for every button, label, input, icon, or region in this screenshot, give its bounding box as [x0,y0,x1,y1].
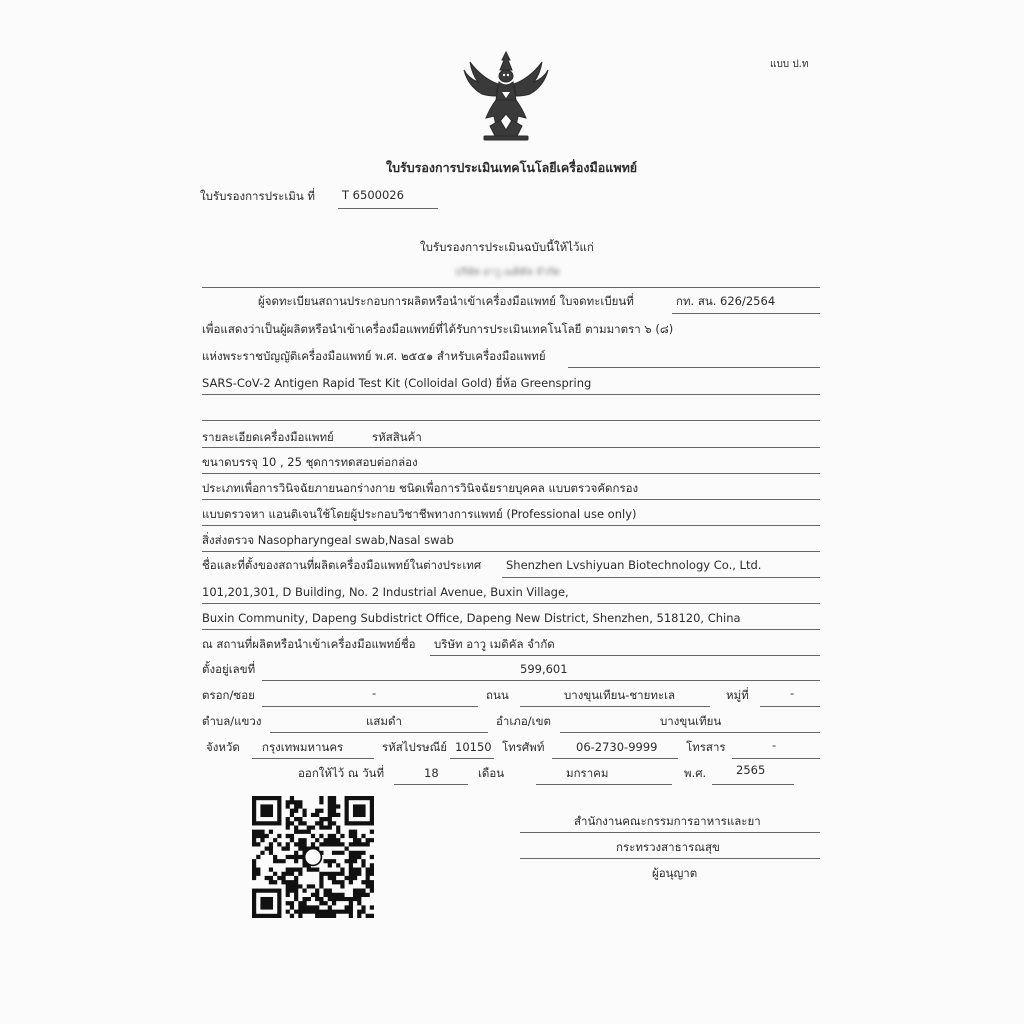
subdistrict-label: ตำบล/แขวง [202,714,262,728]
issued-date-label: ออกให้ไว้ ณ วันที่ [298,766,385,780]
postcode-label: รหัสไปรษณีย์ [382,740,448,754]
cert-number: T 6500026 [342,188,404,202]
rule-line [732,758,820,759]
rule-line [202,499,820,500]
ministry: กระทรวงสาธารณสุข [616,840,720,854]
pack-size: ขนาดบรรจุ 10 , 25 ชุดการทดสอบต่อกล่อง [202,455,418,469]
month-label: เดือน [478,766,505,780]
district-value: บางขุนเทียน [660,714,722,728]
province-label: จังหวัด [206,740,240,754]
rule-line [520,706,710,707]
rule-line [520,832,820,833]
registration-text: ผู้จดทะเบียนสถานประกอบการผลิตหรือนำเข้าเครื่องมือแพทย์ ใบจดทะเบียนที่ [258,294,634,308]
manufacturer-address-2: Buxin Community, Dapeng Subdistrict Office, Dapeng New District, Shenzhen, 518120, China [202,611,741,625]
rule-line [202,551,820,552]
rule-line [252,758,374,759]
moo-value: - [790,686,795,700]
year-label: พ.ศ. [684,766,707,780]
rule-line [568,367,820,368]
road-value: บางขุนเทียน-ชายทะเล [564,688,676,702]
signer-title: ผู้อนุญาต [652,866,698,880]
site-label: ณ สถานที่ผลิตหรือนำเข้าเครื่องมือแพทย์ชื่อ [202,637,416,651]
soi-value: - [372,686,377,700]
rule-line [202,525,820,526]
rule-line [560,732,820,733]
garuda-emblem-icon [460,48,552,144]
rule-line [202,420,820,421]
address-number: 599,601 [520,662,568,676]
fax-value: - [772,738,777,752]
site-name: บริษัท อาวู เมดิคัล จำกัด [434,637,555,651]
phone-value: 06-2730-9999 [576,740,658,754]
manufacturer-name: Shenzhen Lvshiyuan Biotechnology Co., Ltd. [506,558,762,572]
address-number-label: ตั้งอยู่เลขที่ [202,662,256,676]
phone-label: โทรศัพท์ [502,740,545,754]
rule-line [760,706,820,707]
rule-line [536,784,672,785]
manufacturer-label: ชื่อและที่ตั้งของสถานที่ผลิตเครื่องมือแพทย์ในต่างประเทศ [202,558,482,572]
district-label: อำเภอ/เขต [496,714,551,728]
certificate-title: ใบรับรองการประเมินเทคโนโลยีเครื่องมือแพทย์ [386,160,638,175]
issued-day: 18 [424,766,439,780]
rule-line [202,287,820,288]
postcode-value: 10150 [455,740,492,754]
rule-line [712,784,794,785]
fax-label: โทรสาร [686,740,726,754]
registration-number: กท. สน. 626/2564 [676,294,776,308]
rule-line [202,629,820,630]
cert-number-label: ใบรับรองการประเมิน ที่ [200,189,315,203]
rule-line [552,758,678,759]
detail-label: รายละเอียดเครื่องมือแพทย์ [202,430,334,444]
subdistrict-value: แสมดำ [366,714,402,728]
paragraph-line-3: แห่งพระราชบัญญัติเครื่องมือแพทย์ พ.ศ. ๒๕๕๑ สำหรับเครื่องมือแพทย์ [202,349,546,363]
rule-line [262,706,478,707]
detection-line: แบบตรวจหา แอนติเจนใช้โดยผู้ประกอบวิชาชีพทางการแพทย์ (Professional use only) [202,507,637,521]
province-value: กรุงเทพมหานคร [262,740,344,754]
cert-number-underline [338,208,438,209]
issuing-office: สำนักงานคณะกรรมการอาหารและยา [574,814,761,828]
rule-line [502,577,820,578]
moo-label: หมู่ที่ [726,688,749,702]
rule-line [430,655,820,656]
road-label: ถนน [486,688,509,702]
qr-code-icon [252,796,374,918]
rule-line [262,680,820,681]
device-type: ประเภทเพื่อการวินิจฉัยภายนอกร่างกาย ชนิดเพื่อการวินิจฉัยรายบุคคล แบบตรวจคัดกรอง [202,481,639,495]
rule-line [394,784,468,785]
rule-line [202,473,820,474]
rule-line [450,758,494,759]
rule-line [202,394,820,395]
issued-to-label: ใบรับรองการประเมินฉบับนี้ให้ไว้แก่ [420,240,594,254]
soi-label: ตรอก/ซอย [202,688,255,702]
specimen-line: สิ่งส่งตรวจ Nasopharyngeal swab,Nasal swab [202,533,454,547]
rule-line [202,603,820,604]
manufacturer-address-1: 101,201,301, D Building, No. 2 Industrial Avenue, Buxin Village, [202,585,569,599]
rule-line [520,858,820,859]
product-name: SARS-CoV-2 Antigen Rapid Test Kit (Colloidal Gold) ยี่ห้อ Greenspring [202,376,592,390]
issued-to-name-redacted: บริษัท อาวู เมดิคัล จำกัด [455,267,561,278]
registration-underline [672,313,820,314]
product-code-label: รหัสสินค้า [372,430,422,444]
issued-year: 2565 [736,763,766,777]
issued-month: มกราคม [566,766,609,780]
rule-line [202,447,820,448]
form-code: แบบ ป.ท [770,59,809,70]
rule-line [270,732,488,733]
paragraph-line-2: เพื่อแสดงว่าเป็นผู้ผลิตหรือนำเข้าเครื่องมือแพทย์ที่ได้รับการประเมินเทคโนโลยี ตามมาตรา ๖ (๘) [202,322,674,336]
